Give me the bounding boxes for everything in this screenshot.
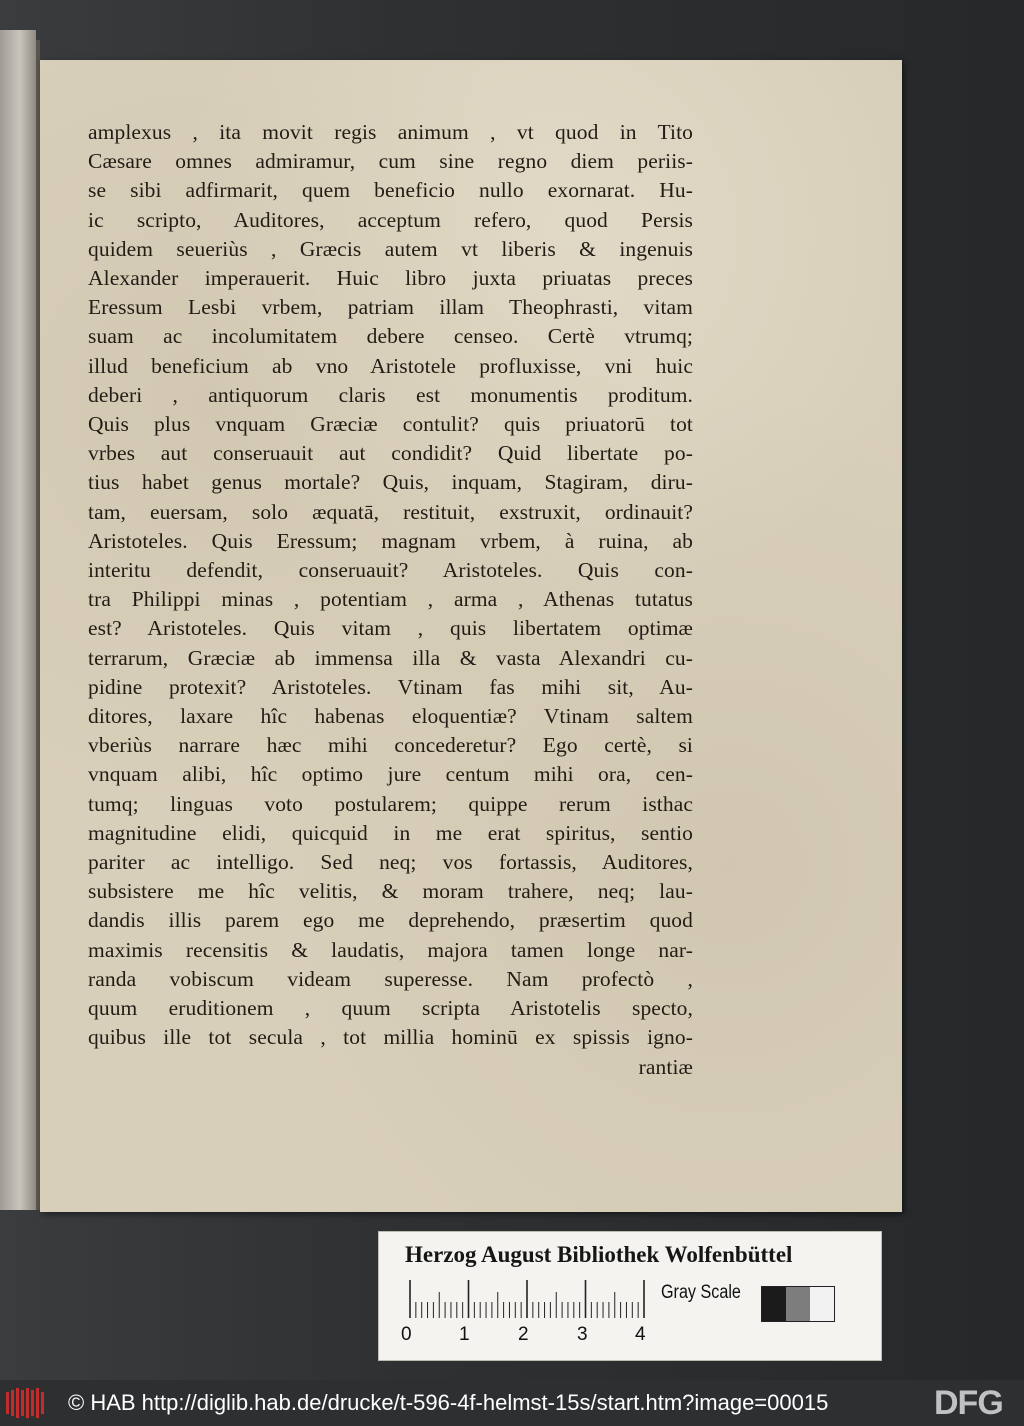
text-line: maximis recensitis & laudatis, majora tamen longe nar- [88,937,693,962]
ruler-number: 2 [518,1324,529,1345]
ruler-number: 0 [401,1324,412,1345]
text-line: tius habet genus mortale? Quis, inquam, Stagiram, diru- [88,470,693,495]
text-line: quum eruditionem , quum scripta Aristotelis specto, [88,996,693,1021]
text-line: Aristoteles. Quis Eressum; magnam vrbem, à ruina, ab [88,528,693,553]
text-line: quidem seueriùs , Græcis autem vt liberis & ingenuis [88,236,693,261]
ruler [409,1278,645,1318]
gray-swatch [786,1287,810,1321]
text-line: tam, euersam, solo æquatā, restituit, exstruxit, ordinauit? [88,499,693,524]
text-line: quibus ille tot secula , tot millia hominū ex spissis igno- [88,1025,693,1050]
text-line: randa vobiscum videam superesse. Nam profectò , [88,966,693,991]
page-text [88,118,693,1082]
text-line: se sibi adfirmarit, quem beneficio nullo exornarat. Hu- [88,178,693,203]
text-line: pariter ac intelligo. Sed neq; vos fortassis, Auditores, [88,850,693,875]
ruler-number: 3 [577,1324,588,1345]
catchword: rantiæ [638,1054,693,1079]
ruler-number: 4 [635,1324,646,1345]
text-line: Eressum Lesbi vrbem, patriam illam Theophrasti, vitam [88,295,693,320]
text-line: est? Aristoteles. Quis vitam , quis libertatem optimæ [88,616,693,641]
text-line: vrbes aut conseruauit aut condidit? Quid libertate po- [88,441,693,466]
previous-page-edge [0,30,36,1210]
dfg-logo: DFG [934,1384,1003,1422]
text-line: interitu defendit, conseruauit? Aristoteles. Quis con- [88,558,693,583]
text-line: deberi , antiquorum claris est monumentis proditum. [88,382,693,407]
hab-logo-icon [6,1388,46,1418]
text-line: amplexus , ita movit regis animum , vt quod in Tito [88,120,693,144]
footer-bar [0,1380,1024,1426]
ruler-numbers [401,1324,661,1348]
text-line: magnitudine elidi, quicquid in me erat spiritus, sentio [88,820,693,845]
color-scale-card [378,1231,882,1361]
text-line: terrarum, Græciæ ab immensa illa & vasta Alexandri cu- [88,645,693,670]
text-line: suam ac incolumitatem debere censeo. Certè vtrumq; [88,324,693,349]
gray-scale-strip [761,1286,835,1322]
text-line: subsistere me hîc velitis, & moram trahere, neq; lau- [88,879,693,904]
text-line: vberiùs narrare hæc mihi concederetur? Ego certè, si [88,733,693,758]
text-line: tumq; linguas voto postularem; quippe rerum isthac [88,791,693,816]
text-line: illud beneficium ab vno Aristotele profluxisse, vni huic [88,353,693,378]
text-line: ditores, laxare hîc habenas eloquentiæ? Vtinam saltem [88,704,693,729]
text-line: ic scripto, Auditores, acceptum refero, quod Persis [88,207,693,232]
footer-url[interactable]: © HAB http://diglib.hab.de/drucke/t-596-4f-helmst-15s/start.htm?image=00015 [68,1390,829,1415]
gray-swatch [762,1287,786,1321]
text-line: Cæsare omnes admiramur, cum sine regno diem periis- [88,149,693,174]
text-line: Alexander imperauerit. Huic libro juxta priuatas preces [88,266,693,291]
library-name: Herzog August Bibliothek Wolfenbüttel [405,1242,793,1267]
ruler-number: 1 [459,1324,470,1345]
text-line: dandis illis parem ego me deprehendo, præsertim quod [88,908,693,933]
text-line: tra Philippi minas , potentiam , arma , Athenas tutatus [88,587,693,612]
text-line: Quis plus vnquam Græciæ contulit? quis priuatorū tot [88,412,693,437]
text-line: pidine protexit? Aristoteles. Vtinam fas mihi sit, Au- [88,674,693,699]
text-line: vnquam alibi, hîc optimo jure centum mihi ora, cen- [88,762,693,787]
gray-swatch [810,1287,834,1321]
gray-scale-label: Gray Scale [661,1282,741,1303]
